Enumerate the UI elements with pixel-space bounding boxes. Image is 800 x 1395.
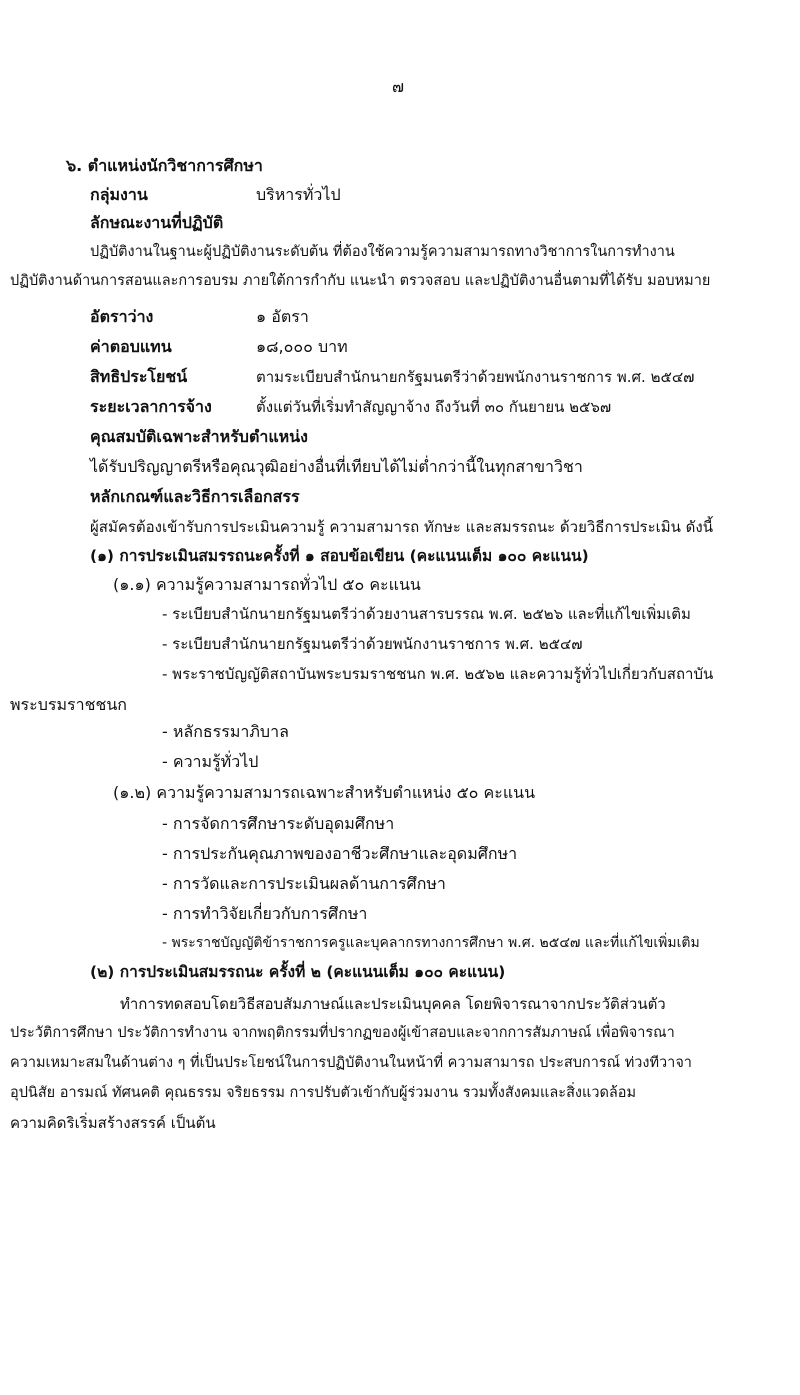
sub12-heading: (๑.๒) ความรู้ความสามารถเฉพาะสำหรับตำแหน่ง ๕๐ คะแนน [113, 783, 536, 802]
sub12-item: - การประกันคุณภาพของอาชีวะศึกษาและอุดมศึกษา [162, 844, 518, 863]
round2-line: ทำการทดสอบโดยวิธีสอบสัมภาษณ์และประเมินบุคคล โดยพิจารณาจากประวัติส่วนตัว [120, 995, 666, 1013]
sub11-item: - ระเบียบสำนักนายกรัฐมนตรีว่าด้วยงานสารบรรณ พ.ศ. ๒๕๒๖ และที่แก้ไขเพิ่มเติม [162, 605, 691, 623]
period-value: ตั้งแต่วันที่เริ่มทำสัญญาจ้าง ถึงวันที่ ๓๐ กันยายน ๒๕๖๗ [256, 398, 612, 416]
qualification-text: ได้รับปริญญาตรีหรือคุณวุฒิอย่างอื่นที่เทียบได้ไม่ต่ำกว่านี้ในทุกสาขาวิชา [90, 457, 583, 476]
sub11-item: - ระเบียบสำนักนายกรัฐมนตรีว่าด้วยพนักงานราชการ พ.ศ. ๒๕๔๗ [162, 635, 583, 653]
vacancy-value: ๑ อัตรา [256, 307, 309, 326]
salary-value: ๑๘,๐๐๐ บาท [256, 337, 348, 356]
criteria-text: ผู้สมัครต้องเข้ารับการประเมินความรู้ ความสามารถ ทักษะ และสมรรถนะ ด้วยวิธีการประเมิน ดังนี้ [90, 518, 713, 536]
sub12-item: - การวัดและการประเมินผลด้านการศึกษา [162, 874, 446, 893]
round2-line: ประวัติการศึกษา ประวัติการทำงาน จากพฤติกรรมที่ปรากฏของผู้เข้าสอบและจากการสัมภาษณ์ เพื่อพิจารณา [10, 1025, 675, 1041]
vacancy-label: อัตราว่าง [90, 307, 154, 326]
sub11-item: - หลักธรรมาภิบาล [162, 722, 289, 741]
round1-heading: (๑) การประเมินสมรรถนะครั้งที่ ๑ สอบข้อเขียน (คะแนนเต็ม ๑๐๐ คะแนน) [90, 547, 589, 565]
period-label: ระยะเวลาการจ้าง [90, 397, 212, 416]
criteria-heading: หลักเกณฑ์และวิธีการเลือกสรร [90, 487, 300, 506]
sub12-item: - พระราชบัญญัติข้าราชการครูและบุคลากรทางการศึกษา พ.ศ. ๒๕๔๗ และที่แก้ไขเพิ่มเติม [162, 935, 700, 951]
round2-line: ความคิดริเริ่มสร้างสรรค์ เป็นต้น [10, 1114, 216, 1132]
duties-heading: ลักษณะงานที่ปฏิบัติ [90, 213, 224, 232]
group-value: บริหารทั่วไป [256, 185, 341, 204]
group-label: กลุ่มงาน [90, 185, 148, 204]
benefit-label: สิทธิประโยชน์ [90, 367, 188, 386]
page-number: ๗ [392, 77, 405, 96]
salary-label: ค่าตอบแทน [90, 337, 172, 356]
sub12-item: - การจัดการศึกษาระดับอุดมศึกษา [162, 814, 395, 833]
sub11-item: - พระราชบัญญัติสถาบันพระบรมราชชนก พ.ศ. ๒๕๖๒ และความรู้ทั่วไปเกี่ยวกับสถาบัน [162, 665, 714, 683]
round2-line: ความเหมาะสมในด้านต่าง ๆ ที่เป็นประโยชน์ในการปฏิบัติงานในหน้าที่ ความสามารถ ประสบการณ์ ท่วงทีวาจา [10, 1055, 692, 1071]
sub12-item: - การทำวิจัยเกี่ยวกับการศึกษา [162, 904, 368, 923]
qualification-heading: คุณสมบัติเฉพาะสำหรับตำแหน่ง [90, 427, 308, 446]
section-heading: ๖. ตำแหน่งนักวิชาการศึกษา [66, 156, 263, 175]
duties-line-2: ปฏิบัติงานด้านการสอนและการอบรม ภายใต้การกำกับ แนะนำ ตรวจสอบ และปฏิบัติงานอื่นตามที่ได้รับ มอบหมาย [10, 273, 711, 289]
duties-line-1: ปฏิบัติงานในฐานะผู้ปฏิบัติงานระดับต้น ที่ต้องใช้ความรู้ความสามารถทางวิชาการในการทำงาน [90, 244, 675, 260]
sub11-heading: (๑.๑) ความรู้ความสามารถทั่วไป ๕๐ คะแนน [113, 575, 421, 594]
round2-line: อุปนิสัย อารมณ์ ทัศนคติ คุณธรรม จริยธรรม การปรับตัวเข้ากับผู้ร่วมงาน รวมทั้งสังคมและสิ่งแวดล้อม [10, 1085, 637, 1101]
sub11-item: - ความรู้ทั่วไป [162, 752, 259, 771]
round2-heading: (๒) การประเมินสมรรถนะ ครั้งที่ ๒ (คะแนนเต็ม ๑๐๐ คะแนน) [90, 963, 506, 981]
sub11-item-wrap: พระบรมราชชนก [10, 695, 127, 714]
benefit-value: ตามระเบียบสำนักนายกรัฐมนตรีว่าด้วยพนักงานราชการ พ.ศ. ๒๕๔๗ [256, 368, 695, 386]
